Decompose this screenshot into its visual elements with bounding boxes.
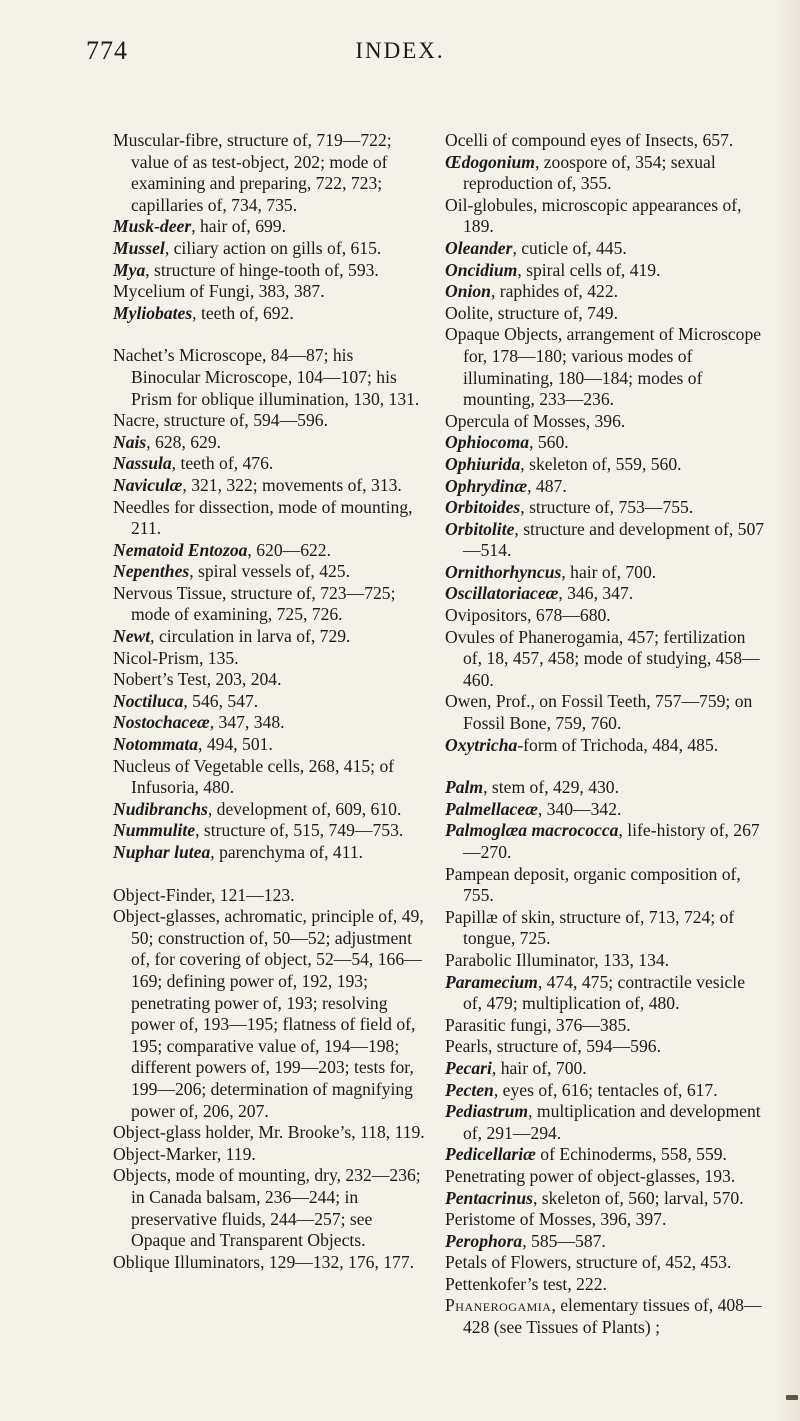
index-entry [113, 497, 425, 540]
entry-text: , 585—587. [522, 1230, 606, 1251]
entry-text: , hair of, 699. [191, 216, 286, 237]
entry-text: Ovipositors, 678—680. [445, 605, 611, 626]
entry-text: Nacre, structure of, 594—596. [113, 410, 328, 431]
entry-term-italic: Nostochaceæ [113, 712, 210, 733]
entry-text: Ocelli of compound eyes of Insects, 657. [445, 130, 734, 150]
index-entry [445, 735, 765, 757]
entry-text: Parabolic Illuminator, 133, 134. [445, 949, 670, 970]
entry-text: Object-glasses, achromatic, principle of, 49, 50; construction of, 50—52; adjustment of, for covering of object, 52—54, 166—169; defining power of, 192, 193; penetrating power of, 193; resolving power of, 193—195; flatness of field of, 195; comparative value of, 194—198; different powers of, 199—203; tests for, 199—206; determination of magnifying power of, 206, 207. [113, 906, 424, 1121]
entry-text: , development of, 609, 610. [207, 798, 402, 819]
entry-term-italic: Œdogonium [445, 151, 535, 172]
index-entry [445, 1144, 765, 1166]
index-entry [445, 820, 765, 863]
index-entry [445, 260, 765, 282]
entry-text: , 474, 475; contractile vesicle of, 479; multiplication of, 480. [463, 971, 746, 1014]
running-head: INDEX. [355, 38, 445, 63]
entry-text: , raphides of, 422. [490, 281, 619, 302]
entry-text: Needles for dissection, mode of mounting, 211. [113, 496, 413, 539]
index-entry [445, 1231, 765, 1253]
index-entry [445, 1101, 765, 1144]
entry-text: -form of Trichoda, 484, 485. [517, 734, 719, 755]
index-entry [445, 497, 765, 519]
entry-term-italic: Nematoid Entozoa [113, 539, 248, 560]
index-entry [445, 130, 765, 152]
index-entry [113, 1122, 425, 1144]
entry-term-italic: Myliobates [113, 302, 193, 323]
entry-term-italic: Oncidium [445, 259, 518, 280]
entry-text: , life-history of, 267—270. [463, 820, 760, 862]
index-entry [445, 627, 765, 692]
entry-text: , 340—342. [537, 798, 622, 819]
entry-text: Pampean deposit, organic composition of, 755. [445, 863, 741, 906]
entry-text: , ciliary action on gills of, 615. [164, 237, 382, 258]
entry-text: Opaque Objects, arrangement of Microscope for, 178—180; various modes of illuminating, 180—184; modes of mounting, 233—236. [445, 324, 762, 410]
entry-text: Nicol-Prism, 135. [113, 647, 239, 668]
entry-text: Objects, mode of mounting, dry, 232—236; in Canada balsam, 236—244; in preservative fluids, 244—257; see Opaque and Transparent Objects. [113, 1165, 421, 1251]
index-column-left [113, 130, 425, 1273]
index-entry [445, 1295, 765, 1338]
index-entry [445, 281, 765, 303]
page-number: 774 [86, 36, 128, 65]
entry-text: , skeleton of, 559, 560. [520, 453, 682, 474]
entry-term-italic: Newt [113, 626, 151, 647]
page-edge-shadow [776, 0, 800, 1421]
entry-text: , 560. [529, 432, 569, 453]
index-entry [113, 475, 425, 497]
entry-text: Papillæ of skin, structure of, 713, 724; of tongue, 725. [445, 906, 735, 949]
entry-text: Nucleus of Vegetable cells, 268, 415; of Infusoria, 480. [113, 755, 395, 798]
index-entry [113, 734, 425, 756]
entry-text: Pearls, structure of, 594—596. [445, 1036, 661, 1057]
index-entry [445, 950, 765, 972]
entry-term-italic: Palmoglæa macrococca [445, 820, 619, 841]
entry-text: Parasitic fungi, 376—385. [445, 1014, 631, 1035]
index-entry [113, 260, 425, 282]
index-entry [445, 583, 765, 605]
entry-text: , cuticle of, 445. [512, 237, 627, 258]
index-entry [113, 130, 425, 216]
index-column-right [445, 130, 765, 1339]
entry-text: , parenchyma of, 411. [210, 842, 364, 862]
entry-text: Object-Finder, 121—123. [113, 884, 295, 905]
index-entry [113, 1252, 425, 1274]
index-entry [445, 1274, 765, 1296]
entry-term-italic: Ophiocoma [445, 432, 530, 453]
index-entry [445, 605, 765, 627]
entry-term-italic: Nais [113, 431, 147, 452]
group-separator [113, 324, 425, 345]
entry-text: , hair of, 700. [491, 1057, 587, 1078]
index-entry [445, 1188, 765, 1210]
index-entry [113, 906, 425, 1122]
edge-ink-mark [786, 1395, 798, 1400]
index-entry [445, 1036, 765, 1058]
entry-text: , spiral vessels of, 425. [189, 561, 351, 582]
index-entry [445, 799, 765, 821]
entry-text: Penetrating power of object-glasses, 193. [445, 1165, 736, 1186]
entry-text: , 494, 501. [198, 734, 273, 755]
entry-term-italic: Noctiluca [113, 690, 184, 711]
entry-text: Object-Marker, 119. [113, 1143, 256, 1164]
entry-text: , structure and development of, 507—514. [463, 518, 765, 561]
entry-text: , structure of hinge-tooth of, 593. [145, 259, 379, 280]
entry-text: , eyes of, 616; tentacles of, 617. [493, 1079, 718, 1100]
index-entry [445, 324, 765, 410]
entry-text: , zoospore of, 354; sexual reproduction of, 355. [463, 151, 716, 194]
entry-text: , spiral cells of, 419. [517, 259, 661, 280]
entry-text: Nobert’s Test, 203, 204. [113, 669, 282, 690]
index-entry [445, 907, 765, 950]
entry-term-italic: Nudibranchs [113, 798, 208, 819]
index-entry [445, 476, 765, 498]
index-entry [113, 1165, 425, 1251]
index-entry [113, 885, 425, 907]
entry-term-italic: Onion [445, 281, 491, 302]
index-entry [113, 540, 425, 562]
index-entry [113, 410, 425, 432]
entry-text: , structure of, 753—755. [520, 497, 694, 518]
entry-term-italic: Ornithorhyncus [445, 561, 562, 582]
index-entry [445, 1058, 765, 1080]
index-entry [445, 411, 765, 433]
entry-text: , 347, 348. [209, 712, 285, 733]
page-header [0, 36, 800, 76]
index-entry [445, 691, 765, 734]
entry-text: Opercula of Mosses, 396. [445, 410, 626, 431]
entry-text: , 487. [527, 475, 567, 496]
index-entry [113, 626, 425, 648]
index-entry [113, 216, 425, 238]
entry-term-italic: Pediastrum [445, 1101, 529, 1122]
entry-term-italic: Paramecium [445, 971, 538, 992]
index-entry [445, 972, 765, 1015]
index-entry [445, 777, 765, 799]
index-entry [113, 648, 425, 670]
entry-term-italic: Ophrydinæ [445, 475, 528, 496]
entry-term-italic: Orbitolite [445, 518, 515, 539]
entry-term-italic: Orbitoides [445, 497, 521, 518]
entry-term-italic: Mussel [113, 237, 165, 258]
entry-term-italic: Nassula [113, 453, 172, 474]
entry-term-italic: Mya [113, 259, 146, 280]
entry-text: Oblique Illuminators, 129—132, 176, 177. [113, 1251, 415, 1272]
entry-text: Nachet’s Microscope, 84—87; his Binocular Microscope, 104—107; his Prism for oblique illumination, 130, 131. [113, 345, 420, 409]
index-entry [445, 303, 765, 325]
index-entry [445, 238, 765, 260]
entry-text: , 546, 547. [183, 690, 259, 711]
index-entry [113, 303, 425, 325]
index-entry [445, 1015, 765, 1037]
index-entry [113, 669, 425, 691]
entry-text: Peristome of Mosses, 396, 397. [445, 1209, 667, 1230]
index-entry [113, 583, 425, 626]
entry-text: , hair of, 700. [561, 561, 657, 582]
entry-term-italic: Nuphar lutea [113, 842, 211, 862]
entry-text: , elementary tissues of, 408—428 (see Tissues of Plants) ; [463, 1295, 762, 1338]
entry-term-italic: Perophora [445, 1230, 523, 1251]
entry-text: Ovules of Phanerogamia, 457; fertilization of, 18, 457, 458; mode of studying, 458—460. [445, 626, 760, 690]
entry-term-italic: Notommata [113, 734, 199, 755]
entry-term-italic: Palm [445, 777, 484, 798]
entry-text: Pettenkofer’s test, 222. [445, 1273, 607, 1294]
group-separator [445, 756, 765, 777]
index-entry [113, 756, 425, 799]
index-entry [445, 519, 765, 562]
entry-term-italic: Palmellaceæ [445, 798, 538, 819]
entry-text: Petals of Flowers, structure of, 452, 453. [445, 1252, 732, 1273]
entry-term-italic: Nepenthes [113, 561, 190, 582]
entry-term-italic: Pentacrinus [445, 1187, 533, 1208]
index-entry [113, 799, 425, 821]
index-entry [113, 238, 425, 260]
entry-term-italic: Nummulite [113, 820, 196, 841]
entry-text: , skeleton of, 560; larval, 570. [533, 1187, 744, 1208]
entry-text: , 346, 347. [558, 583, 634, 604]
entry-text: , teeth of, 692. [192, 302, 294, 323]
index-entry [113, 561, 425, 583]
entry-text: , 620—622. [247, 539, 331, 560]
index-entry [445, 562, 765, 584]
index-entry [445, 864, 765, 907]
entry-term-italic: Pedicellariæ [445, 1144, 536, 1165]
entry-text: Object-glass holder, Mr. Brooke’s, 118, 119. [113, 1122, 425, 1143]
entry-text: Owen, Prof., on Fossil Teeth, 757—759; on Fossil Bone, 759, 760. [445, 691, 753, 734]
index-entry [113, 453, 425, 475]
entry-text: , circulation in larva of, 729. [150, 626, 351, 647]
entry-term-italic: Ophiurida [445, 453, 521, 474]
index-entry [445, 195, 765, 238]
entry-term-italic: Pecten [445, 1079, 494, 1100]
entry-term-italic: Oxytricha [445, 734, 518, 755]
entry-text: , stem of, 429, 430. [483, 777, 619, 798]
entry-text: Oil-globules, microscopic appearances of, 189. [445, 194, 742, 237]
index-entry [113, 281, 425, 303]
index-entry [113, 432, 425, 454]
entry-text: of Echinoderms, 558, 559. [535, 1144, 727, 1165]
index-entry [113, 820, 425, 842]
entry-text: Muscular-fibre, structure of, 719—722; value of as test-object, 202; mode of examining and preparing, 722, 723; capillaries of, 734, 735. [113, 130, 392, 215]
entry-term-italic: Oscillatoriaceæ [445, 583, 559, 604]
entry-term-small-caps: Phanerogamia [445, 1295, 552, 1316]
entry-text: , 628, 629. [146, 431, 222, 452]
entry-text: Mycelium of Fungi, 383, 387. [113, 281, 325, 302]
entry-text: , 321, 322; movements of, 313. [182, 474, 402, 495]
index-entry [445, 1080, 765, 1102]
index-entry [445, 454, 765, 476]
index-entry [113, 345, 425, 410]
entry-term-italic: Pecari [445, 1057, 492, 1078]
group-separator [113, 864, 425, 885]
entry-text: , multiplication and development of, 291—294. [463, 1101, 761, 1143]
entry-text: Oolite, structure of, 749. [445, 302, 618, 323]
entry-text: Nervous Tissue, structure of, 723—725; mode of examining, 725, 726. [113, 582, 396, 625]
entry-text: , teeth of, 476. [171, 453, 274, 474]
index-entry [445, 1209, 765, 1231]
index-entry [445, 152, 765, 195]
index-entry [113, 691, 425, 713]
entry-term-italic: Musk-deer [113, 216, 192, 237]
index-entry [445, 1166, 765, 1188]
entry-term-italic: Oleander [445, 237, 513, 258]
index-entry [113, 712, 425, 734]
index-entry [113, 842, 425, 864]
entry-term-italic: Naviculæ [113, 474, 183, 495]
index-entry [445, 1252, 765, 1274]
index-entry [445, 432, 765, 454]
entry-text: , structure of, 515, 749—753. [195, 820, 404, 841]
index-entry [113, 1144, 425, 1166]
